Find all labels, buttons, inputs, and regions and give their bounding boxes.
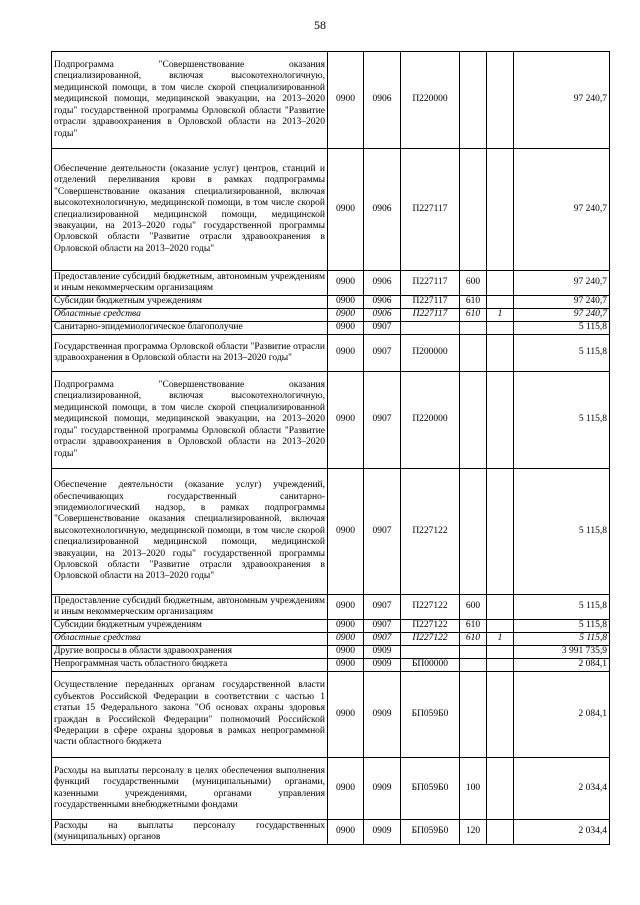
row-funding-source-code xyxy=(487,296,514,309)
table-row xyxy=(52,52,610,149)
row-funding-source-code xyxy=(487,820,514,845)
row-section-code: 0900 xyxy=(328,296,364,309)
row-subsection-code: 0909 xyxy=(364,820,401,845)
table-row xyxy=(52,335,610,372)
row-amount: 5 115,8 xyxy=(514,372,610,469)
row-funding-source-code xyxy=(487,659,514,672)
row-name: Расходы на выплаты персоналу государственных (муниципальных) органов xyxy=(52,820,328,845)
row-expense-type-code xyxy=(460,672,487,758)
row-target-article-code: П227117 xyxy=(401,271,460,296)
row-expense-type-code xyxy=(460,646,487,659)
row-expense-type-code xyxy=(460,322,487,335)
table-row xyxy=(52,309,610,322)
row-funding-source-code xyxy=(487,646,514,659)
row-amount: 5 115,8 xyxy=(514,469,610,595)
row-section-code: 0900 xyxy=(328,309,364,322)
row-subsection-code: 0906 xyxy=(364,271,401,296)
row-name: Подпрограмма "Совершенствование оказания специализированной, включая высокотехнологичную, медицинской помощи, в том числе скорой специализированной медицинской помощи, медицинской эвакуации, на 2013–2020 годы" государственной программы Орловской области "Развитие отрасли здравоохранения в Орловской области на 2013–2020 годы" xyxy=(52,52,328,149)
row-target-article-code xyxy=(401,322,460,335)
row-subsection-code: 0909 xyxy=(364,646,401,659)
row-funding-source-code xyxy=(487,469,514,595)
row-expense-type-code: 100 xyxy=(460,758,487,820)
row-section-code: 0900 xyxy=(328,271,364,296)
row-funding-source-code xyxy=(487,372,514,469)
row-section-code: 0900 xyxy=(328,469,364,595)
row-subsection-code: 0907 xyxy=(364,620,401,633)
row-name: Осуществление переданных органам государственной власти субъектов Российской Федерации в соответствии с частью 1 статьи 15 Федерального закона "Об основах охраны здоровья граждан в Российской Федерации" полномочий Российской Федерации в сфере охраны здоровья в рамках непрограммной части областного бюджета xyxy=(52,672,328,758)
row-target-article-code: П227122 xyxy=(401,469,460,595)
row-expense-type-code xyxy=(460,659,487,672)
row-funding-source-code: 1 xyxy=(487,633,514,646)
row-section-code: 0900 xyxy=(328,52,364,149)
row-name: Обеспечение деятельности (оказание услуг) учреждений, обеспечивающих государственный санитарно-эпидемиологический надзор, в рамках подпрограммы "Совершенствование оказания специализированной, включая высокотехнологичную, медицинской помощи, в том числе скорой специализированной медицинской помощи, медицинской эвакуации, на 2013–2020 годы" государственной программы Орловской области "Развитие отрасли здравоохранения в Орловской области на 2013–2020 годы" xyxy=(52,469,328,595)
row-target-article-code: П227122 xyxy=(401,595,460,620)
row-target-article-code xyxy=(401,646,460,659)
row-expense-type-code xyxy=(460,149,487,271)
row-section-code: 0900 xyxy=(328,820,364,845)
row-amount: 5 115,8 xyxy=(514,633,610,646)
row-target-article-code: П227117 xyxy=(401,149,460,271)
row-subsection-code: 0906 xyxy=(364,296,401,309)
row-name: Непрограммная часть областного бюджета xyxy=(52,659,328,672)
row-section-code: 0900 xyxy=(328,335,364,372)
row-amount: 3 991 735,9 xyxy=(514,646,610,659)
table-row xyxy=(52,620,610,633)
row-funding-source-code xyxy=(487,149,514,271)
row-amount: 2 034,4 xyxy=(514,758,610,820)
row-expense-type-code xyxy=(460,335,487,372)
row-amount: 97 240,7 xyxy=(514,296,610,309)
table-row xyxy=(52,149,610,271)
row-name: Обеспечение деятельности (оказание услуг) центров, станций и отделений переливания крови в рамках подпрограммы "Совершенствование оказания специализированной, включая высокотехнологичную, медицинской помощи, в том числе скорой специализированной медицинской помощи, медицинской эвакуации, на 2013–2020 годы" государственной программы Орловской области "Развитие отрасли здравоохранения в Орловской области на 2013–2020 годы" xyxy=(52,149,328,271)
row-section-code: 0900 xyxy=(328,595,364,620)
row-subsection-code: 0907 xyxy=(364,595,401,620)
row-name: Субсидии бюджетным учреждениям xyxy=(52,620,328,633)
row-target-article-code: П220000 xyxy=(401,372,460,469)
row-subsection-code: 0907 xyxy=(364,322,401,335)
row-section-code: 0900 xyxy=(328,758,364,820)
row-subsection-code: 0909 xyxy=(364,659,401,672)
row-funding-source-code xyxy=(487,595,514,620)
row-name: Предоставление субсидий бюджетным, автономным учреждениям и иным некоммерческим организациям xyxy=(52,595,328,620)
row-section-code: 0900 xyxy=(328,620,364,633)
row-section-code: 0900 xyxy=(328,633,364,646)
row-expense-type-code: 610 xyxy=(460,633,487,646)
table-row xyxy=(52,646,610,659)
row-section-code: 0900 xyxy=(328,646,364,659)
row-amount: 5 115,8 xyxy=(514,322,610,335)
row-subsection-code: 0907 xyxy=(364,633,401,646)
row-subsection-code: 0906 xyxy=(364,309,401,322)
row-subsection-code: 0907 xyxy=(364,372,401,469)
row-amount: 97 240,7 xyxy=(514,149,610,271)
row-name: Санитарно-эпидемиологическое благополучие xyxy=(52,322,328,335)
row-subsection-code: 0909 xyxy=(364,758,401,820)
row-amount: 2 084,1 xyxy=(514,672,610,758)
row-target-article-code: БП059Б0 xyxy=(401,758,460,820)
budget-table xyxy=(51,51,610,845)
page-number: 58 xyxy=(314,18,326,32)
row-name: Субсидии бюджетным учреждениям xyxy=(52,296,328,309)
table-row xyxy=(52,271,610,296)
table-row xyxy=(52,633,610,646)
row-funding-source-code xyxy=(487,52,514,149)
row-amount: 97 240,7 xyxy=(514,271,610,296)
row-target-article-code: П227117 xyxy=(401,309,460,322)
row-expense-type-code: 610 xyxy=(460,296,487,309)
row-funding-source-code xyxy=(487,322,514,335)
row-target-article-code: БП00000 xyxy=(401,659,460,672)
row-target-article-code: БП059Б0 xyxy=(401,820,460,845)
row-funding-source-code xyxy=(487,672,514,758)
table-row xyxy=(52,659,610,672)
row-target-article-code: П220000 xyxy=(401,52,460,149)
row-expense-type-code xyxy=(460,52,487,149)
row-target-article-code: П227122 xyxy=(401,633,460,646)
row-funding-source-code xyxy=(487,620,514,633)
row-expense-type-code: 600 xyxy=(460,595,487,620)
table-row xyxy=(52,820,610,845)
table-row xyxy=(52,672,610,758)
row-name: Государственная программа Орловской области "Развитие отрасли здравоохранения в Орловской области на 2013–2020 годы" xyxy=(52,335,328,372)
row-expense-type-code: 610 xyxy=(460,309,487,322)
row-subsection-code: 0906 xyxy=(364,52,401,149)
table-row xyxy=(52,296,610,309)
table-row xyxy=(52,758,610,820)
row-target-article-code: П227117 xyxy=(401,296,460,309)
row-target-article-code: П227122 xyxy=(401,620,460,633)
row-amount: 5 115,8 xyxy=(514,595,610,620)
row-section-code: 0900 xyxy=(328,322,364,335)
row-funding-source-code: 1 xyxy=(487,309,514,322)
row-subsection-code: 0909 xyxy=(364,672,401,758)
table-row xyxy=(52,595,610,620)
row-name: Областные средства xyxy=(52,633,328,646)
row-funding-source-code xyxy=(487,758,514,820)
row-expense-type-code xyxy=(460,372,487,469)
row-name: Предоставление субсидий бюджетным, автономным учреждениям и иным некоммерческим организациям xyxy=(52,271,328,296)
row-expense-type-code xyxy=(460,469,487,595)
table-row xyxy=(52,372,610,469)
row-section-code: 0900 xyxy=(328,372,364,469)
row-expense-type-code: 600 xyxy=(460,271,487,296)
table-row xyxy=(52,469,610,595)
row-section-code: 0900 xyxy=(328,672,364,758)
row-expense-type-code: 610 xyxy=(460,620,487,633)
row-section-code: 0900 xyxy=(328,659,364,672)
row-amount: 5 115,8 xyxy=(514,335,610,372)
row-subsection-code: 0906 xyxy=(364,149,401,271)
row-funding-source-code xyxy=(487,335,514,372)
row-amount: 2 084,1 xyxy=(514,659,610,672)
row-target-article-code: П200000 xyxy=(401,335,460,372)
row-amount: 2 034,4 xyxy=(514,820,610,845)
row-name: Подпрограмма "Совершенствование оказания специализированной, включая высокотехнологичную, медицинской помощи, в том числе скорой специализированной медицинской помощи, медицинской эвакуации, на 2013–2020 годы" государственной программы Орловской области "Развитие отрасли здравоохранения в Орловской области на 2013–2020 годы" xyxy=(52,372,328,469)
row-name: Другие вопросы в области здравоохранения xyxy=(52,646,328,659)
row-funding-source-code xyxy=(487,271,514,296)
row-amount: 5 115,8 xyxy=(514,620,610,633)
table-row xyxy=(52,322,610,335)
row-expense-type-code: 120 xyxy=(460,820,487,845)
row-amount: 97 240,7 xyxy=(514,52,610,149)
row-name: Областные средства xyxy=(52,309,328,322)
row-subsection-code: 0907 xyxy=(364,469,401,595)
budget-table-body xyxy=(52,52,610,845)
row-section-code: 0900 xyxy=(328,149,364,271)
row-target-article-code: БП059Б0 xyxy=(401,672,460,758)
row-name: Расходы на выплаты персоналу в целях обеспечения выполнения функций государственными (муниципальными) органами, казенными учреждениями, органами управления государственными внебюджетными фондами xyxy=(52,758,328,820)
row-amount: 97 240,7 xyxy=(514,309,610,322)
row-subsection-code: 0907 xyxy=(364,335,401,372)
